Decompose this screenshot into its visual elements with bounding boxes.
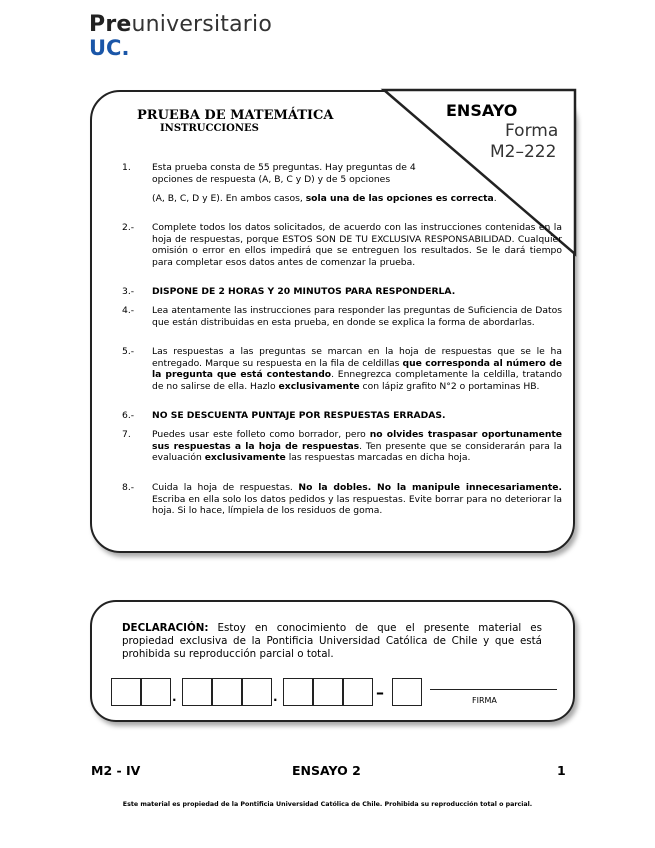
page-subtitle: INSTRUCCIONES [160, 123, 259, 134]
instruction-number: 2.- [122, 222, 135, 233]
declaration-body: Estoy en conocimiento de que el presente material es propiedad exclusiva de la Pontificia Universidad Católica de Chile y que está prohibida su reproducción parcial o total. [122, 622, 542, 660]
id-check-digit-cell[interactable] [392, 678, 422, 706]
badge-code: M2–222 [490, 142, 557, 162]
logo-rest: universitario [131, 12, 272, 37]
instruction-run: Las respuestas a las preguntas se marcan en la hoja de respuestas que se le ha entregado. Marque su respuesta en la fila de celdillas [152, 346, 562, 369]
instruction-run: Esta prueba consta de 55 preguntas. Hay preguntas de 4 opciones de respuesta (A, B, C y D) y de 5 opciones [152, 162, 416, 185]
instruction-bold: exclusivamente [204, 452, 286, 464]
footer-subject: M2 - IV [91, 763, 141, 778]
instruction-run: . Ennegrezca completamente la celdilla, tratando de no salirse de ella. Hazlo [152, 369, 562, 392]
legal-notice: Este material es propiedad de la Pontificia Universidad Católica de Chile. Prohibida su reproducción total o parcial. [122, 801, 533, 808]
logo-uc [89, 38, 272, 59]
logo-bold-part: Pre [89, 12, 132, 37]
instruction-text [152, 193, 562, 205]
signature-label: FIRMA [472, 696, 497, 705]
instruction-run: Lea atentamente las instrucciones para responder las preguntas de Suficiencia de Datos que están distribuidas en esta prueba, en donde se explica la forma de abordarlas. [152, 305, 562, 328]
instruction-run: (A, B, C, D y E). En ambos casos, [152, 193, 306, 204]
logo-uc-text: UC [89, 36, 122, 60]
instruction-run: Puedes usar este folleto como borrador, pero [152, 429, 370, 440]
page-number: 1 [557, 763, 566, 778]
id-dash: – [376, 683, 384, 702]
instruction-run: . Ten presente que se considerarán para la evaluación [152, 440, 562, 464]
instruction-number: 1. [122, 162, 131, 173]
instruction-text [152, 286, 562, 298]
footer-exam: ENSAYO 2 [292, 763, 361, 778]
instruction-run: . [493, 193, 497, 204]
instruction-number: 3.- [122, 286, 135, 297]
instruction-bold: no olvides traspasar oportunamente sus respuestas a la hoja de respuestas [152, 429, 563, 452]
id-cell[interactable] [182, 678, 212, 706]
instruction-run: Cuida la hoja de respuestas. [152, 482, 299, 493]
logo-preuniversitario [89, 14, 272, 36]
declaration-label: DECLARACIÓN: [122, 622, 209, 634]
id-cell[interactable] [141, 678, 171, 706]
id-cell[interactable] [283, 678, 313, 706]
id-cell[interactable] [242, 678, 272, 706]
instruction-number: 7. [122, 429, 131, 440]
instruction-text [152, 482, 562, 517]
instruction-run: las respuestas marcadas en dicha hoja. [285, 452, 471, 464]
instruction-text [152, 410, 562, 422]
id-cell[interactable] [212, 678, 242, 706]
instruction-run: Complete todos los datos solicitados, de acuerdo con las instrucciones contenidas en la hoja de respuestas, porque ESTOS SON DE TU EXCLUSIVA RESPONSABILIDAD. Cualquier omisión o error en ellos impedirá que se entreguen los resultados. Se le dará tiempo para completar esos datos antes de comenzar la prueba. [152, 222, 562, 268]
instruction-number: 8.- [122, 482, 135, 493]
instruction-bold: exclusivamente [278, 380, 360, 392]
instruction-bold: No la dobles. No la manipule innecesariamente. [298, 482, 562, 493]
instruction-text [152, 346, 562, 392]
instruction-number: 4.- [122, 305, 135, 316]
id-cell[interactable] [343, 678, 373, 706]
id-cell[interactable] [111, 678, 141, 706]
instruction-bold: sola una de las opciones es correcta [305, 193, 494, 204]
badge-forma: Forma [505, 121, 559, 141]
logo [89, 14, 272, 59]
instruction-text [152, 162, 422, 185]
instruction-bold: NO SE DESCUENTA PUNTAJE POR RESPUESTAS ERRADAS. [152, 410, 446, 421]
id-dot: . [273, 690, 278, 704]
badge-ensayo: ENSAYO [446, 101, 518, 120]
id-cell[interactable] [313, 678, 343, 706]
signature-line[interactable] [430, 689, 557, 690]
instruction-text [152, 429, 562, 464]
declaration-text [122, 622, 542, 660]
logo-uc-dot: . [121, 36, 130, 60]
id-dot: . [172, 690, 177, 704]
instruction-text [152, 222, 562, 268]
instruction-number: 5.- [122, 346, 135, 357]
instruction-run: Escriba en ella solo los datos pedidos y las respuestas. Evite borrar para no deteriorar la hoja. Si lo hace, límpiela de los residuos de goma. [152, 493, 562, 517]
instruction-text [152, 305, 562, 328]
instruction-number: 6.- [122, 410, 135, 421]
instruction-bold: DISPONE DE 2 HORAS Y 20 MINUTOS PARA RESPONDERLA. [152, 286, 456, 297]
instruction-run: con lápiz grafito N°2 o portaminas HB. [359, 380, 540, 392]
instruction-bold: que corresponda al número de la pregunta que está contestando [152, 357, 562, 381]
page-title: PRUEBA DE MATEMÁTICA [137, 108, 334, 123]
